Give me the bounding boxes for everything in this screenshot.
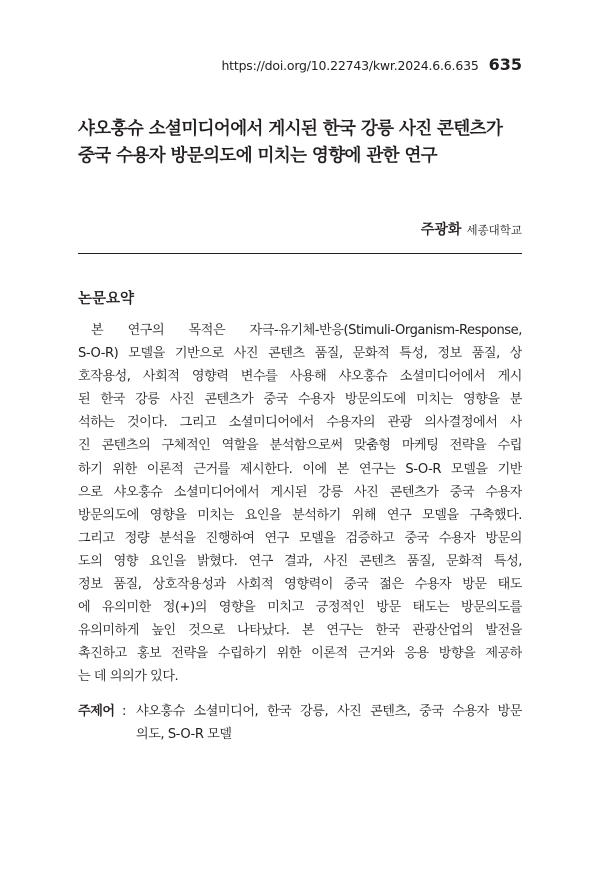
abstract-line: 유의미하게 높인 것으로 나타났다. 본 연구는 한국 관광산업의 발전을 (78, 623, 522, 639)
abstract-line: 으로 샤오훙슈 소셜미디어에서 게시된 강릉 사진 콘텐츠가 중국 수용자 (78, 484, 522, 500)
abstract-line: 하기 위한 이론적 근거를 제시한다. 이에 본 연구는 S-O-R 모델을 기반 (78, 461, 522, 477)
paper-title (78, 116, 538, 170)
title-line-1: 샤오훙슈 소셜미디어에서 게시된 한국 강릉 사진 콘텐츠가 (78, 119, 503, 139)
running-header (221, 55, 522, 74)
abstract-line: 호작용성, 사회적 영향력 변수를 사용해 샤오훙슈 소셜미디어에서 게시 (78, 369, 522, 385)
abstract-heading: 논문요약 (78, 291, 135, 307)
abstract-line: 는 데 의의가 있다. (78, 669, 179, 685)
doi-link[interactable]: https://doi.org/10.22743/kwr.2024.6.6.635 (221, 58, 479, 73)
author-name: 주광화 (420, 222, 462, 238)
keywords-line: 의도, S-O-R 모델 (136, 727, 232, 742)
header-divider (78, 253, 522, 254)
abstract-line: 촉진하고 홍보 전략을 수립하기 위한 이론적 근거와 응용 방향을 제공하 (78, 646, 522, 662)
abstract-body (78, 319, 522, 689)
abstract-line: 진 콘텐츠의 구체적인 역할을 분석함으로써 맞춤형 마케팅 전략을 수립 (78, 438, 522, 454)
abstract-line: 도의 영향 요인을 밝혔다. 연구 결과, 사진 콘텐츠 품질, 문화적 특성, (78, 553, 522, 569)
keywords-colon: : (122, 704, 126, 719)
keywords-line: 샤오훙슈 소셜미디어, 한국 강릉, 사진 콘텐츠, 중국 수용자 방문 (136, 704, 522, 719)
abstract-line: 그리고 정량 분석을 진행하여 연구 모델을 검증하고 중국 수용자 방문의 (78, 530, 522, 546)
keywords-label: 주제어 (78, 704, 115, 719)
author-block (421, 219, 522, 239)
title-line-2: 중국 수용자 방문의도에 미치는 영향에 관한 연구 (78, 146, 438, 166)
abstract-line: 정보 품질, 상호작용성과 사회적 영향력이 중국 젊은 수용자 방문 태도 (78, 577, 522, 593)
abstract-line: 석하는 것이다. 그리고 소셜미디어에서 수용자의 관광 의사결정에서 사 (78, 415, 522, 431)
abstract-line: 본 연구의 목적은 자극-유기체-반응(Stimuli-Organism-Response, (91, 323, 522, 338)
abstract-line: S-O-R) 모델을 기반으로 사진 콘텐츠 품질, 문화적 특성, 정보 품질, 상 (78, 346, 522, 362)
abstract-line: 된 한국 강릉 사진 콘텐츠가 중국 수용자 방문의도에 미치는 영향을 분 (78, 392, 522, 408)
author-affiliation: 세종대학교 (466, 223, 522, 237)
page-number: 635 (488, 55, 522, 74)
abstract-line: 방문의도에 영향을 미치는 요인을 분석하기 위해 연구 모델을 구축했다. (78, 507, 522, 523)
keywords-block (78, 700, 522, 746)
abstract-line: 에 유의미한 정(+)의 영향을 미치고 긍정적인 방문 태도는 방문의도를 (78, 600, 522, 616)
